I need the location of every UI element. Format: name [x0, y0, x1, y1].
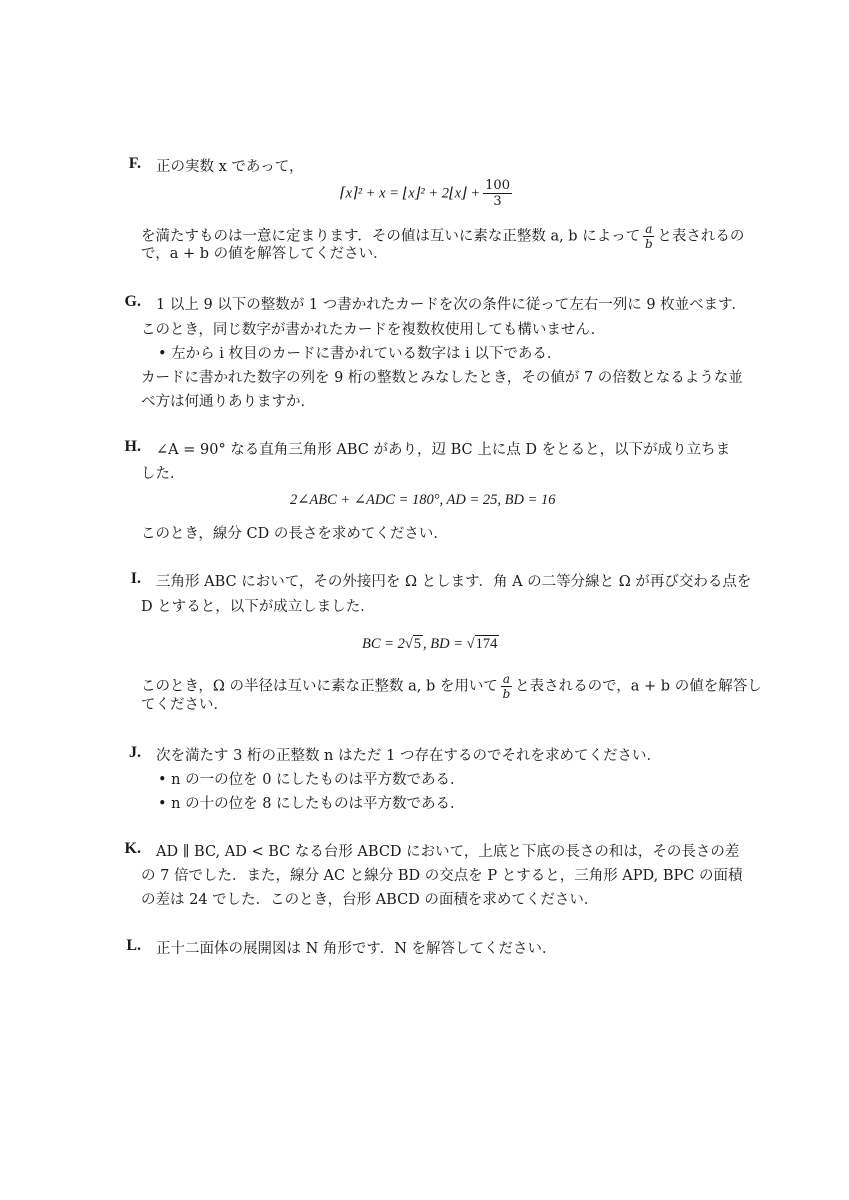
problem-i-text-3 [141, 672, 762, 701]
problem-f-text-2a: を満たすものは一意に定まります．その値は互いに素な正整数 a, b によって [141, 228, 641, 245]
problem-i-text-3a: このとき，Ω の半径は互いに素な正整数 a, b を用いて [141, 678, 498, 695]
problem-h-text-3: このとき，線分 CD の長さを求めてください． [141, 526, 448, 542]
problem-k-text-3: の差は 24 でした．このとき，台形 ABCD の面積を求めてください． [141, 892, 599, 908]
problem-g-label: G. [124, 293, 141, 310]
problem-f-equation-lhs: ⌈x⌉² + x = ⌊x⌋² + 2⌊x⌋ + [340, 185, 481, 202]
fraction-numerator: a [645, 222, 653, 236]
problem-j-bullet-2: • n の十の位を 8 にしたものは平方数である． [158, 796, 465, 812]
problem-i-equation-part-b: , BD = [423, 636, 467, 652]
problem-i-text-3b: と表されるので，a + b の値を解答し [515, 678, 762, 695]
problem-f-equation [340, 178, 515, 209]
problem-k-text-1: AD ∥ BC, AD < BC なる台形 ABCD において，上底と下底の長さの和は，その長さの差 [156, 844, 740, 860]
problem-g-text-1: 1 以上 9 以下の整数が 1 つ書かれたカードを次の条件に従って左右一列に 9 枚並べます． [156, 297, 747, 313]
problem-h-text-1: ∠A = 90° なる直角三角形 ABC があり，辺 BC 上に点 D をとると，以下が成り立ちま [156, 442, 731, 458]
problem-i-equation [362, 634, 499, 654]
fraction-numerator: 100 [485, 178, 510, 193]
problem-l-label: L. [126, 937, 141, 954]
problem-f-text-2b: と表されるの [657, 228, 745, 245]
problem-j-text-1: 次を満たす 3 桁の正整数 n はただ 1 つ存在するのでそれを求めてください． [156, 748, 661, 764]
fraction-denominator: 3 [493, 194, 502, 209]
problem-g-text-4: べ方は何通りありますか． [141, 394, 315, 410]
problem-j-bullet-1: • n の一の位を 0 にしたものは平方数である． [158, 772, 465, 788]
problem-g-text-3: カードに書かれた数字の列を 9 桁の整数とみなしたとき，その値が 7 の倍数となるような並 [141, 370, 743, 386]
problem-g-text-2: このとき，同じ数字が書かれたカードを複数枚使用しても構いません． [141, 322, 606, 338]
problem-f-equation-fraction [483, 178, 512, 209]
problem-g-bullet: • 左から i 枚目のカードに書かれている数字は i 以下である． [158, 346, 562, 362]
problem-h-label: H. [124, 438, 141, 455]
problem-i-equation-part-a: BC = 2 [362, 636, 405, 652]
sqrt-symbol-1: √5 [404, 636, 422, 652]
sqrt-radicand-1: 5 [413, 636, 422, 652]
problem-k-label: K. [124, 840, 141, 857]
fraction-denominator: b [502, 687, 511, 701]
problem-f-text-3: で，a + b の値を解答してください． [141, 246, 388, 262]
fraction-numerator: a [502, 672, 511, 686]
problem-l-text-1: 正十二面体の展開図は N 角形です．N を解答してください． [156, 941, 557, 957]
problem-k-text-2: の 7 倍でした．また，線分 AC と線分 BD の交点を P とすると，三角形 APD, BPC の面積 [141, 868, 743, 884]
problem-i-inline-fraction [501, 672, 512, 701]
problem-i-text-2: D とすると，以下が成立しました． [141, 599, 375, 615]
problem-f-label: F. [128, 155, 141, 172]
problem-i-text-4: てください． [141, 697, 228, 713]
problem-i-text-1: 三角形 ABC において，その外接円を Ω とします．角 A の二等分線と Ω が再び交わる点を [156, 574, 752, 590]
problem-h-equation: 2∠ABC + ∠ADC = 180°, AD = 25, BD = 16 [290, 492, 556, 508]
problem-f-text-1: 正の実数 x であって， [156, 159, 304, 175]
problem-i-label: I. [130, 570, 141, 587]
sqrt-radicand-2: 174 [475, 636, 498, 652]
problem-f-inline-fraction [643, 222, 654, 251]
problem-j-label: J. [129, 744, 141, 761]
problem-h-text-2: した． [141, 466, 185, 482]
sqrt-symbol-2: √174 [466, 636, 498, 652]
fraction-denominator: b [644, 237, 653, 251]
